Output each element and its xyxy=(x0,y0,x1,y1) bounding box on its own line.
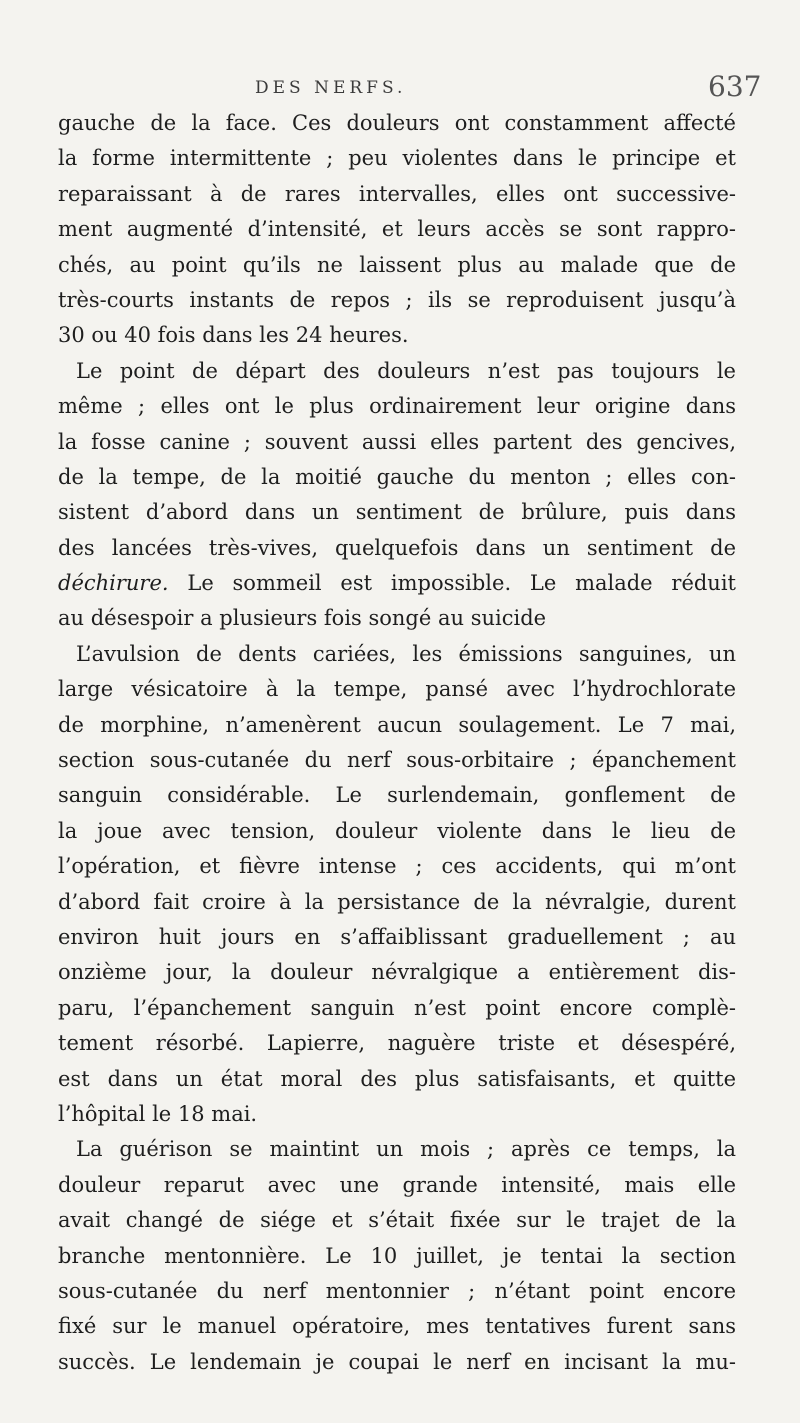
line-text: sous-cutanée du nerf mentonnier ; n’étant point encore xyxy=(58,1278,736,1303)
line-text: au désespoir a plusieurs fois songé au suicide xyxy=(58,606,547,631)
text-line xyxy=(58,212,736,247)
text-line xyxy=(58,354,736,389)
line-text: l’hôpital le 18 mai. xyxy=(58,1101,258,1126)
text-line xyxy=(58,425,736,460)
text-line xyxy=(58,106,736,141)
line-text: gauche de la face. Ces douleurs ont constamment affecté xyxy=(58,111,736,135)
text-line xyxy=(58,920,736,955)
line-text: tement résorbé. Lapierre, naguère triste et désespéré, xyxy=(58,1031,736,1056)
text-line xyxy=(58,849,736,884)
text-line xyxy=(58,601,736,636)
line-text: reparaissant à de rares intervalles, elles ont successive- xyxy=(58,181,736,206)
line-text: section sous-cutanée du nerf sous-orbitaire ; épanchement xyxy=(58,748,736,773)
line-text: sistent d’abord dans un sentiment de brûlure, puis dans xyxy=(58,500,736,525)
text-line xyxy=(58,1097,736,1132)
running-head xyxy=(0,70,800,106)
body-text xyxy=(58,106,736,1380)
line-text: très-courts instants de repos ; ils se reproduisent jusqu’à xyxy=(58,287,736,312)
text-line xyxy=(58,318,736,353)
line-text: large vésicatoire à la tempe, pansé avec l’hydrochlorate xyxy=(58,677,736,702)
line-text: environ huit jours en s’affaiblissant graduellement ; au xyxy=(58,924,736,949)
text-line xyxy=(58,637,736,672)
line-text: la joue avec tension, douleur violente dans le lieu de xyxy=(58,818,736,843)
line-text: onzième jour, la douleur névralgique a entièrement dis- xyxy=(58,960,736,985)
text-line xyxy=(58,1203,736,1238)
running-title: DES NERFS. xyxy=(255,78,407,98)
text-line xyxy=(58,495,736,530)
text-line xyxy=(58,991,736,1026)
line-text: l’opération, et fièvre intense ; ces accidents, qui m’ont xyxy=(58,854,736,879)
text-line xyxy=(58,177,736,212)
text-line xyxy=(58,814,736,849)
text-line xyxy=(58,1026,736,1061)
italic-word: déchirure. xyxy=(58,571,169,596)
line-text: Le point de départ des douleurs n’est pas toujours le xyxy=(76,358,736,383)
line-text: des lancées très-vives, quelquefois dans un sentiment de xyxy=(58,535,736,560)
text-line xyxy=(58,885,736,920)
line-text: de morphine, n’amenèrent aucun soulagement. Le 7 mai, xyxy=(58,712,736,737)
line-text: succès. Le lendemain je coupai le nerf en incisant la mu- xyxy=(58,1349,736,1374)
text-line xyxy=(58,566,736,601)
text-line xyxy=(58,1345,736,1380)
line-text: sanguin considérable. Le surlendemain, gonflement de xyxy=(58,783,736,808)
line-text: L’avulsion de dents cariées, les émissions sanguines, un xyxy=(76,641,736,666)
text-line xyxy=(58,1239,736,1274)
line-text: chés, au point qu’ils ne laissent plus au malade que de xyxy=(58,252,736,277)
line-text: ment augmenté d’intensité, et leurs accès se sont rappro- xyxy=(58,217,736,242)
text-line xyxy=(58,283,736,318)
text-line xyxy=(58,1132,736,1167)
line-text: fixé sur le manuel opératoire, mes tentatives furent sans xyxy=(58,1314,736,1339)
line-text: est dans un état moral des plus satisfaisants, et quitte xyxy=(58,1066,736,1091)
line-text: branche mentonnière. Le 10 juillet, je tentai la section xyxy=(58,1243,736,1268)
text-line xyxy=(58,778,736,813)
line-text: d’abord fait croire à la persistance de la névralgie, durent xyxy=(58,889,736,914)
text-line xyxy=(58,672,736,707)
line-text: même ; elles ont le plus ordinairement leur origine dans xyxy=(58,394,736,419)
line-text: La guérison se maintint un mois ; après ce temps, la xyxy=(76,1137,736,1162)
text-line xyxy=(58,1168,736,1203)
text-line xyxy=(58,955,736,990)
line-text: douleur reparut avec une grande intensité, mais elle xyxy=(58,1172,736,1197)
line-text: la forme intermittente ; peu violentes dans le principe et xyxy=(58,146,736,171)
text-line xyxy=(58,1274,736,1309)
line-text: 30 ou 40 fois dans les 24 heures. xyxy=(58,323,409,348)
line-text: paru, l’épanchement sanguin n’est point encore complè- xyxy=(58,995,736,1020)
line-text: avait changé de siége et s’était fixée sur le trajet de la xyxy=(58,1208,736,1233)
text-line xyxy=(58,248,736,283)
line-text: la fosse canine ; souvent aussi elles partent des gencives, xyxy=(58,429,736,454)
text-line xyxy=(58,460,736,495)
text-line xyxy=(58,743,736,778)
text-line xyxy=(58,1062,736,1097)
text-line xyxy=(58,141,736,176)
text-line xyxy=(58,389,736,424)
text-line xyxy=(58,1309,736,1344)
line-text: Le sommeil est impossible. Le malade réduit xyxy=(168,571,736,596)
text-line xyxy=(58,531,736,566)
line-text: de la tempe, de la moitié gauche du menton ; elles con- xyxy=(58,464,736,489)
text-line xyxy=(58,708,736,743)
page-number: 637 xyxy=(708,70,762,103)
